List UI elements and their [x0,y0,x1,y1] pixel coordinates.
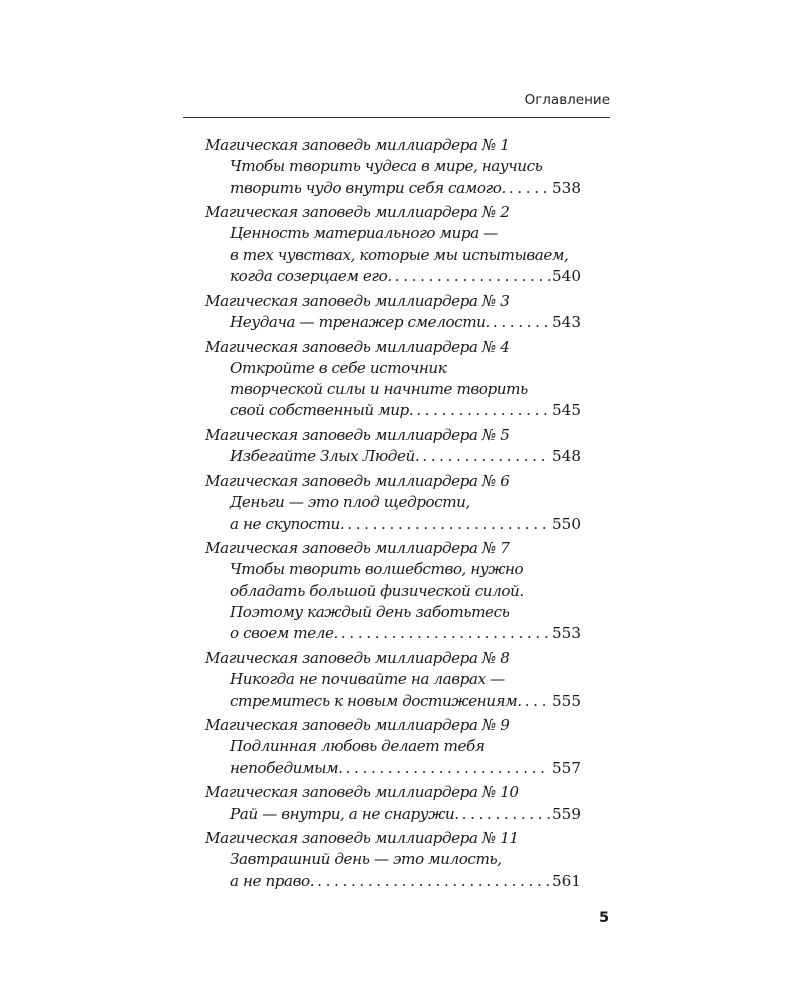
toc-entry-subtitle [205,358,581,422]
dot-leader [422,446,550,467]
toc-entry[interactable] [205,782,581,825]
toc-entry-title: Магическая заповедь миллиардера № 9 [205,716,510,735]
toc-entry-last-line [230,514,581,535]
toc-entry[interactable] [205,425,581,468]
toc-entry-subtitle-line: непобедимым. [230,758,343,777]
header-rule [183,117,610,118]
toc-entry-subtitle-line: Деньги — это плод щедрости, [230,493,470,512]
toc-entry-subtitle-line: творческой силы и начните творить [230,380,528,399]
toc-entry-subtitle-line: в тех чувствах, которые мы испытываем, [230,245,569,264]
toc-entry-page-number[interactable]: 548 [552,447,581,466]
toc-entry[interactable] [205,337,581,422]
toc-entry-page-number[interactable]: 555 [552,691,581,710]
toc-entry-last-line [230,400,581,421]
toc-entry-subtitle [205,156,581,199]
toc-entry-subtitle-line: а не скупости. [230,514,345,533]
toc-entry-subtitle [205,669,581,712]
toc-entry-last-line [230,804,581,825]
toc-entry-last-line [230,871,581,892]
toc-entry-title: Магическая заповедь миллиардера № 4 [205,337,510,356]
toc-entry-page-number[interactable]: 553 [552,624,581,643]
toc-entry-subtitle-line: Избегайте Злых Людей. [230,447,420,466]
toc-entry-title: Магическая заповедь миллиардера № 1 [205,136,510,154]
toc-entry[interactable] [205,715,581,779]
toc-entry-subtitle-line: о своем теле. [230,624,338,643]
toc-entry[interactable] [205,828,581,892]
toc-entry-last-line [230,623,581,644]
toc-entry-title: Магическая заповедь миллиардера № 11 [205,829,519,848]
toc-entry-last-line [230,446,581,467]
toc-entry-page-number[interactable]: 540 [552,267,581,286]
toc-entry-subtitle-line: Неудача — тренажер смелости. [230,312,490,331]
toc-entry-subtitle-line: Чтобы творить волшебство, нужно [230,560,524,579]
toc-entry-title: Магическая заповедь миллиардера № 10 [205,783,519,802]
toc-entry-subtitle-line: Откройте в себе источник [230,358,447,377]
toc-entry-subtitle-line: Чтобы творить чудеса в мире, научись [230,157,543,176]
toc-entry-last-line [230,266,581,287]
toc-entry-page-number[interactable]: 557 [552,758,581,777]
dot-leader [317,871,550,892]
table-of-contents [205,135,581,895]
toc-entry-subtitle-line: Рай — внутри, а не снаружи. [230,804,459,823]
toc-entry-subtitle-line: обладать большой физической силой. [230,581,524,600]
toc-entry-page-number[interactable]: 550 [552,514,581,533]
toc-entry-page-number[interactable]: 561 [552,871,581,890]
running-head: Оглавление [524,92,610,108]
toc-entry-page-number[interactable]: 545 [552,401,581,420]
toc-entry-subtitle [205,492,581,535]
toc-entry-last-line [230,691,581,712]
toc-entry-subtitle-line: Никогда не почивайте на лаврах — [230,670,505,689]
dot-leader [395,266,550,287]
toc-entry-subtitle-line: когда созерцаем его. [230,267,392,286]
page-number: 5 [599,910,610,926]
toc-entry-subtitle-line: Подлинная любовь делает тебя [230,737,485,756]
toc-entry-subtitle-line: Завтрашний день — это милость, [230,850,502,869]
dot-leader [341,623,550,644]
toc-entry-title: Магическая заповедь миллиардера № 2 [205,203,510,222]
toc-entry-page-number[interactable]: 559 [552,804,581,823]
toc-entry-title: Магическая заповедь миллиардера № 5 [205,426,510,445]
toc-entry-subtitle [205,849,581,892]
toc-entry[interactable] [205,648,581,712]
dot-leader [346,758,550,779]
toc-entry-subtitle [205,736,581,779]
toc-entry-subtitle-line: а не право. [230,871,315,890]
toc-entry-page-number[interactable]: 543 [552,312,581,331]
toc-entry-subtitle [205,559,581,644]
toc-entry-title: Магическая заповедь миллиардера № 3 [205,291,510,310]
toc-entry-last-line [230,312,581,333]
toc-entry[interactable] [205,135,581,199]
toc-entry-subtitle-line: Поэтому каждый день заботьтесь [230,603,510,622]
toc-entry-subtitle-line: творить чудо внутри себя самого. [230,178,506,197]
toc-entry-last-line [230,758,581,779]
dot-leader [525,691,550,712]
toc-entry-subtitle [205,223,581,287]
toc-entry-subtitle [205,446,581,467]
toc-entry[interactable] [205,471,581,535]
toc-entry-title: Магическая заповедь миллиардера № 6 [205,471,510,490]
toc-entry[interactable] [205,202,581,287]
toc-entry-subtitle-line: Ценность материального мира — [230,224,498,243]
dot-leader [509,178,550,199]
toc-entry-subtitle [205,804,581,825]
toc-entry-subtitle-line: стремитесь к новым достижениям. [230,691,522,710]
toc-entry-subtitle [205,312,581,333]
toc-entry-title: Магическая заповедь миллиардера № 7 [205,539,510,558]
toc-entry-subtitle-line: свой собственный мир. [230,401,414,420]
toc-entry[interactable] [205,538,581,644]
toc-entry[interactable] [205,291,581,334]
dot-leader [493,312,550,333]
toc-entry-title: Магическая заповедь миллиардера № 8 [205,648,510,667]
dot-leader [416,400,550,421]
dot-leader [347,514,550,535]
toc-entry-page-number[interactable]: 538 [552,178,581,197]
dot-leader [462,804,550,825]
toc-entry-last-line [230,178,581,199]
